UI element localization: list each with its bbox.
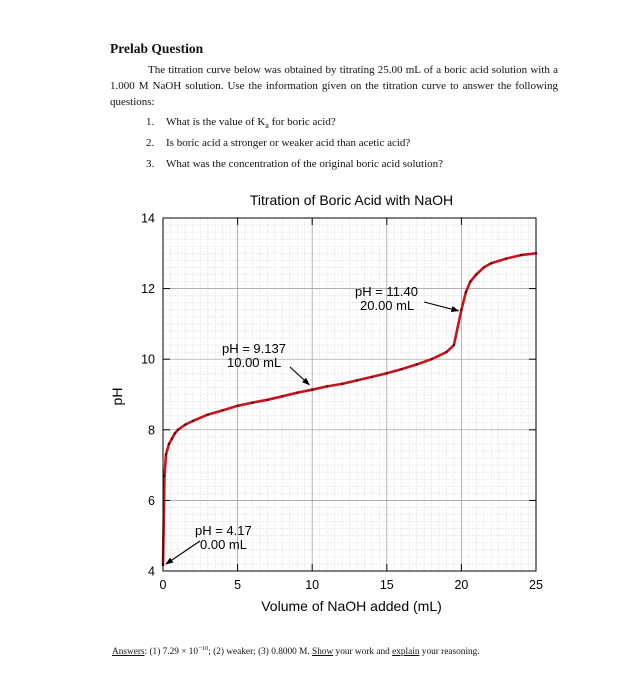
x-tick-label: 5 (234, 578, 242, 592)
answers-line (112, 645, 480, 657)
data-point (386, 372, 388, 374)
x-tick-label: 15 (379, 578, 394, 592)
answers-text-4: your reasoning. (419, 647, 480, 658)
annotation-line-2: 0.00 mL (200, 537, 247, 552)
annotation-line-2: 10.00 mL (227, 355, 282, 370)
question-number: 2. (146, 137, 155, 149)
data-point (356, 379, 358, 381)
answers-text: : (1) 7.29 × 10 (144, 647, 199, 658)
data-point (171, 438, 173, 440)
data-point (177, 429, 179, 431)
data-point (237, 405, 239, 407)
data-point (505, 257, 507, 259)
y-tick-label: 12 (141, 282, 155, 297)
prelab-intro-text: The titration curve below was obtained by titrating 25.00 mL of a boric acid solution with a 1.000 M NaOH solution. Use the information given on the titration curve to answer the following questions: (110, 64, 558, 108)
prelab-heading: Prelab Question (110, 41, 204, 56)
y-tick-label: 8 (148, 423, 155, 438)
question-text: What is the value of K (166, 116, 266, 128)
answers-text-2: ; (2) weaker; (3) 0.8000 M. (208, 647, 310, 658)
x-tick-label: 25 (529, 578, 543, 592)
data-point (296, 392, 298, 394)
answers-explain: explain (392, 647, 420, 658)
data-point (207, 414, 209, 416)
data-point (490, 262, 492, 264)
answers-text-3: your work and (333, 647, 393, 658)
data-point (460, 309, 462, 311)
answers-show: Show (312, 647, 334, 658)
data-point (311, 389, 313, 391)
question-text: What was the concentration of the original boric acid solution? (166, 158, 444, 170)
question-number: 3. (146, 158, 155, 170)
y-tick-label: 14 (141, 211, 155, 226)
question-text-end: for boric acid? (268, 116, 336, 128)
data-point (281, 395, 283, 397)
data-point (184, 423, 186, 425)
x-tick-label: 10 (305, 578, 320, 592)
data-point (174, 432, 176, 434)
y-tick-label: 6 (148, 493, 155, 508)
data-point (266, 399, 268, 401)
data-point (341, 383, 343, 385)
question-subscript: a (265, 121, 269, 131)
data-point (401, 368, 403, 370)
data-point (483, 266, 485, 268)
data-point (520, 254, 522, 256)
data-point (453, 344, 455, 346)
data-point (465, 291, 467, 293)
question-text: Is boric acid a stronger or weaker acid than acetic acid? (166, 137, 411, 149)
y-axis-label: pH (109, 387, 125, 406)
data-point (445, 351, 447, 353)
data-point (165, 453, 167, 455)
annotation-line-2: 20.00 mL (360, 298, 415, 313)
data-point (326, 385, 328, 387)
annotation-line-1: pH = 4.17 (195, 523, 252, 538)
data-point (430, 358, 432, 360)
x-tick-label: 0 (159, 578, 167, 592)
annotation-line-1: pH = 11.40 (355, 284, 419, 299)
data-point (416, 363, 418, 365)
data-point (371, 376, 373, 378)
y-tick-label: 4 (148, 564, 155, 579)
answers-label: Answers (112, 647, 145, 658)
data-point (163, 475, 165, 477)
annotation-line-1: pH = 9.137 (222, 341, 286, 356)
data-point (475, 273, 477, 275)
question-number: 1. (146, 116, 155, 128)
data-point (192, 420, 194, 422)
data-point (469, 280, 471, 282)
y-tick-label: 10 (141, 352, 155, 367)
chart-title: Titration of Boric Acid with NaOH (249, 192, 454, 208)
data-point (222, 409, 224, 411)
x-axis-label: Volume of NaOH added (mL) (261, 598, 442, 614)
x-tick-label: 20 (454, 578, 469, 592)
data-point (251, 402, 253, 404)
data-point (168, 443, 170, 445)
answers-exponent: −10 (198, 645, 209, 652)
